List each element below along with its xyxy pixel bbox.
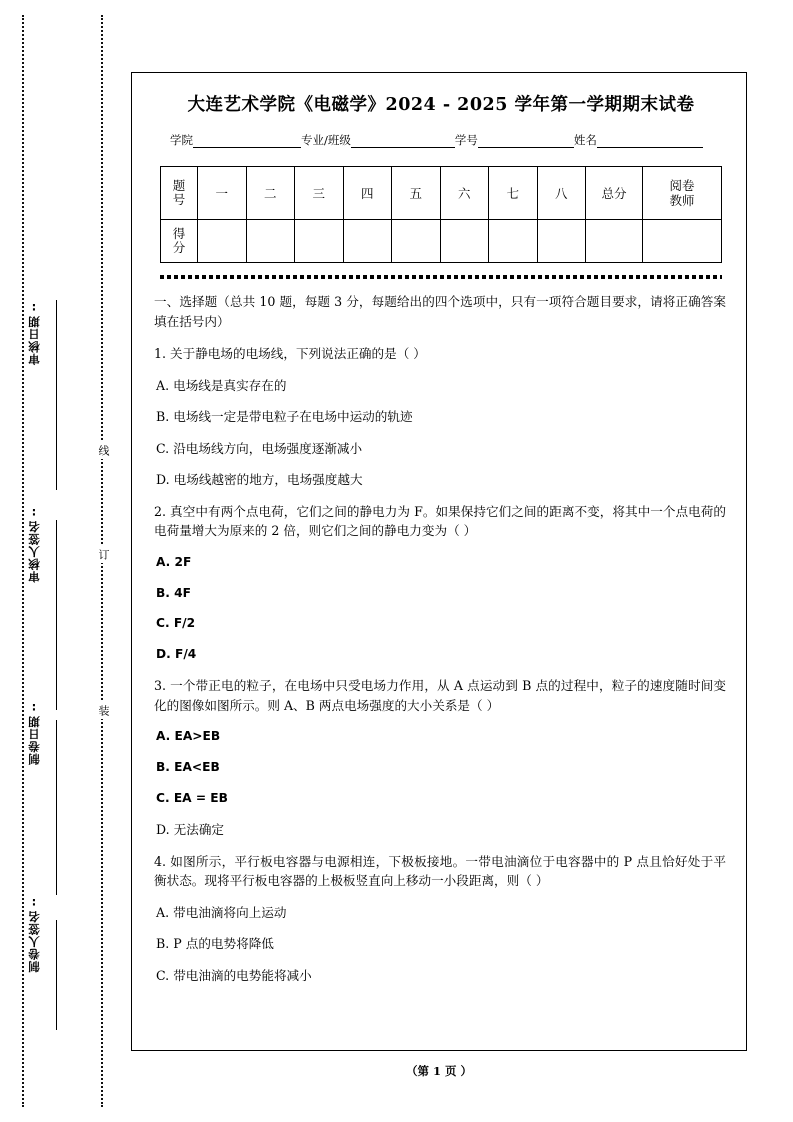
score-cell-6[interactable] (440, 220, 489, 263)
stub-score-char-1: 得 (172, 225, 186, 241)
question-4-option-a[interactable]: A. 带电油滴将向上运动 (156, 904, 287, 920)
seal-label-producer-signature: 制卷人签名: (27, 895, 41, 973)
score-col-header-3: 三 (295, 167, 344, 220)
question-4-option-b[interactable]: B. P 点的电势将降低 (156, 936, 274, 952)
question-2-option-d[interactable]: D. F/4 (156, 647, 197, 662)
field-student-id-label: 学号 (454, 133, 478, 147)
score-cell-8[interactable] (537, 220, 586, 263)
question-2-option-b[interactable]: B. 4F (156, 585, 191, 600)
table-row-scores (161, 220, 722, 263)
score-cell-total[interactable] (586, 220, 643, 263)
page-title: 大连艺术学院《电磁学》2024 - 2025 学年第一学期期末试卷 (187, 95, 695, 115)
field-student-id (455, 132, 574, 148)
score-col-header-2: 二 (246, 167, 295, 220)
field-name-input[interactable] (597, 135, 703, 148)
stub-char-1: 题 (172, 177, 186, 193)
question-3-stem: 3. 一个带正电的粒子，在电场中只受电场力作用，从 A 点运动到 B 点的过程中，粒子的速度随时间变化的图像如图所示。则 A、B 两点电场强度的大小关系是（ ） (154, 678, 726, 713)
score-table-wrapper (152, 166, 730, 263)
student-info-line (152, 132, 730, 148)
seal-rule-4 (56, 920, 57, 1030)
score-col-header-7: 七 (489, 167, 538, 220)
field-major-class-label: 专业/班级 (301, 133, 351, 147)
field-name (574, 132, 703, 148)
score-cell-3[interactable] (295, 220, 344, 263)
score-col-header-4: 四 (343, 167, 392, 220)
score-cell-7[interactable] (489, 220, 538, 263)
teacher-header-line-2: 教师 (669, 193, 695, 208)
score-table (160, 166, 722, 263)
score-cell-4[interactable] (343, 220, 392, 263)
stub-char-2: 号 (172, 192, 186, 207)
seal-label-produce-date: 制卷日期: (27, 700, 41, 765)
question-2-stem: 2. 真空中有两个点电荷，它们之间的静电力为 F。如果保持它们之间的距离不变，将其中一个点电荷的电荷量增大为原来的 2 倍，则它们之间的静电力变为（ ） (154, 503, 726, 539)
seal-dotted-line-outer (22, 15, 24, 1107)
seal-word-bind: 订 (95, 546, 111, 563)
question-3-option-c[interactable]: C. EA = EB (156, 791, 228, 806)
question-body (152, 292, 730, 985)
score-col-header-5: 五 (392, 167, 441, 220)
section-divider (160, 275, 722, 279)
seal-word-line: 线 (95, 442, 111, 459)
seal-rule-2 (56, 520, 57, 710)
table-row-question-numbers (161, 167, 722, 220)
seal-label-reviewer-signature: 审核人签名: (27, 505, 41, 583)
question-3-option-b[interactable]: B. EA<EB (156, 760, 220, 775)
field-student-id-input[interactable] (478, 135, 574, 148)
field-college-label: 学院 (170, 133, 193, 147)
stub-score-char-2: 分 (172, 240, 186, 255)
score-col-header-6: 六 (440, 167, 489, 220)
seal-binding-area (0, 0, 131, 1122)
section-intro: 一、选择题（总共 10 题，每题 3 分，每题给出的四个选项中，只有一项符合题目要求，请将正确答案填在括号内） (154, 294, 726, 329)
field-name-label: 姓名 (573, 133, 597, 147)
score-col-header-total: 总分 (586, 167, 643, 220)
teacher-header-line-1: 阅卷 (669, 178, 695, 193)
seal-label-review-date: 审核日期: (27, 300, 41, 365)
seal-word-pack: 装 (95, 702, 111, 719)
question-2-option-a[interactable]: A. 2F (156, 554, 192, 569)
field-major-class-input[interactable] (351, 135, 455, 148)
question-1-stem: 1. 关于静电场的电场线，下列说法正确的是（ ） (154, 346, 426, 362)
page-footer: （第 1 页 ） (405, 1064, 472, 1078)
question-4-option-c[interactable]: C. 带电油滴的电势能将减小 (156, 967, 312, 983)
score-col-header-teacher (643, 167, 722, 220)
question-4-stem: 4. 如图所示，平行板电容器与电源相连，下极板接地。一带电油滴位于电容器中的 P 点且恰好处于平衡状态。现将平行板电容器的上极板竖直向上移动一小段距离，则（ ） (154, 853, 726, 889)
score-cell-1[interactable] (198, 220, 247, 263)
score-col-header-1: 一 (198, 167, 247, 220)
seal-rule-1 (56, 300, 57, 490)
question-1-option-b[interactable]: B. 电场线一定是带电粒子在电场中运动的轨迹 (156, 409, 413, 425)
field-college (170, 132, 301, 148)
seal-rule-3 (56, 720, 57, 895)
field-major-class (301, 132, 455, 148)
score-cell-2[interactable] (246, 220, 295, 263)
question-2-option-c[interactable]: C. F/2 (156, 616, 196, 631)
score-table-stub-question-no (161, 167, 198, 220)
question-1-option-a[interactable]: A. 电场线是真实存在的 (156, 377, 287, 393)
score-cell-5[interactable] (392, 220, 441, 263)
score-col-header-8: 八 (537, 167, 586, 220)
exam-paper-content (152, 87, 730, 997)
question-3-option-d[interactable]: D. 无法确定 (156, 822, 225, 838)
score-table-stub-score (161, 220, 198, 263)
question-3-option-a[interactable]: A. EA>EB (156, 729, 221, 744)
exam-paper-frame (131, 72, 747, 1051)
question-1-option-d[interactable]: D. 电场线越密的地方，电场强度越大 (156, 472, 363, 488)
field-college-input[interactable] (193, 135, 301, 148)
question-1-option-c[interactable]: C. 沿电场线方向，电场强度逐渐减小 (156, 440, 363, 456)
score-cell-teacher[interactable] (643, 220, 722, 263)
